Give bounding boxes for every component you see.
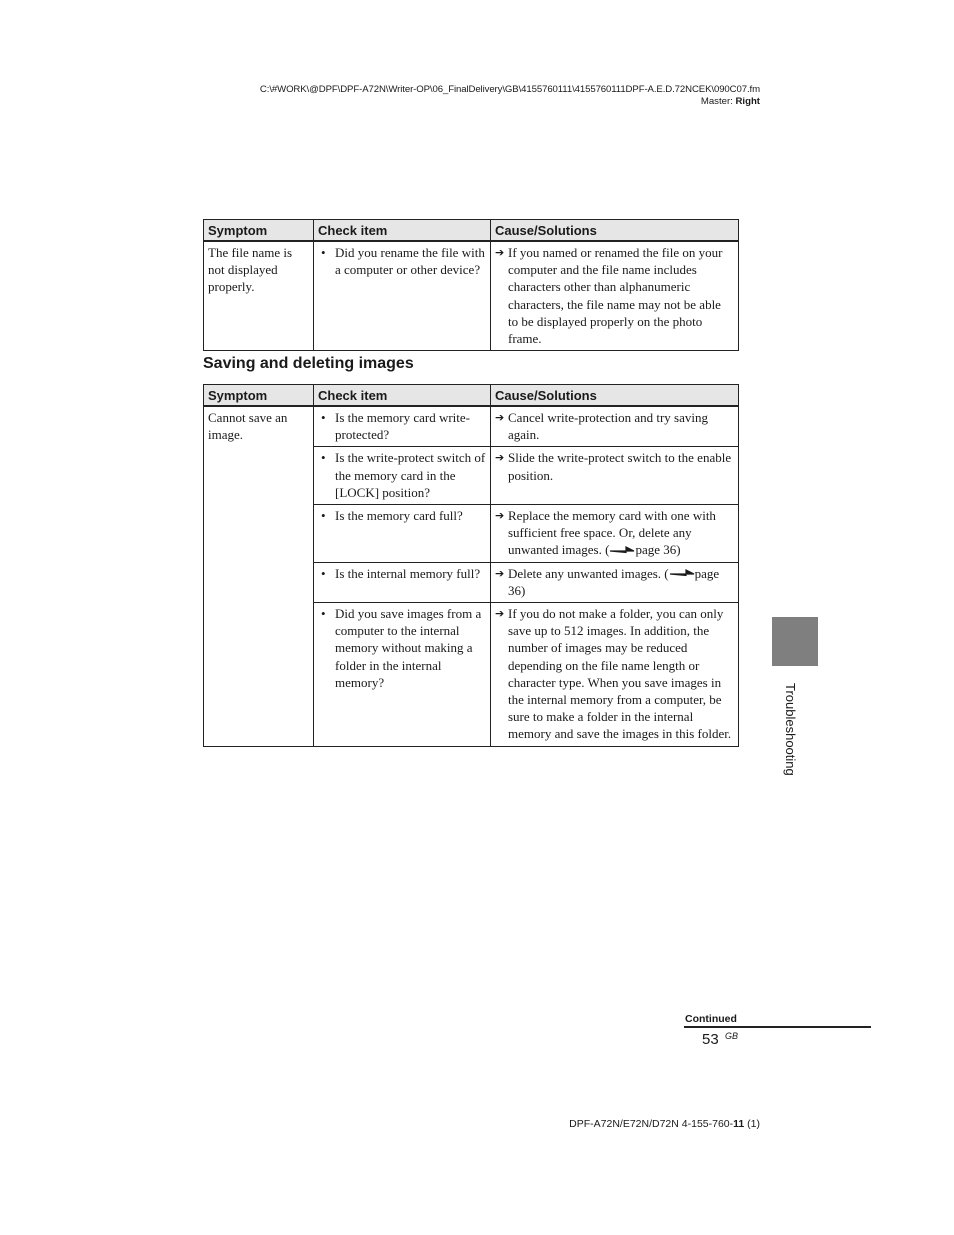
check-item-cell [314,562,491,602]
solution-cell [491,603,739,747]
bullet-icon: • [321,565,326,581]
solution-text: If you do not make a folder, you can only save up to 512 images. In addition, the number of images may be reduced depending on the file name length or character type. When you save images in the internal memory from a computer, be sure to make a folder in the internal memory and save the images in this folder. [508,606,732,742]
troubleshooting-table-saving [203,384,739,747]
solution-text: Slide the write-protect switch to the enable position. [508,450,732,483]
check-item-cell [314,447,491,505]
table-header-row [204,220,739,242]
check-item-cell [314,603,491,747]
master-value: Right [735,96,760,107]
solution-cell [491,562,739,602]
symptom-cell: The file name is not displayed properly. [204,241,314,351]
arrow-right-icon: ➔ [495,509,505,523]
column-header-cause-solutions: Cause/Solutions [491,385,739,407]
solution-cell [491,241,739,351]
footer-model [569,1118,760,1130]
arrow-right-icon: ➔ [495,411,505,424]
solution-cell [491,447,739,505]
column-header-symptom: Symptom [204,385,314,407]
solution-cell [491,505,739,563]
bullet-icon: • [321,508,326,524]
page-language-suffix: GB [725,1031,739,1041]
check-item-text: Is the write-protect switch of the memory card in the [LOCK] position? [335,450,486,500]
footer-suffix: (1) [744,1118,760,1130]
page-reference-arrow-icon [609,545,635,554]
arrow-right-icon: ➔ [495,246,505,259]
solution-text: Replace the memory card with one with sufficient free space. Or, delete any unwanted images. ( [508,508,716,558]
check-item-text: Did you save images from a computer to the internal memory without making a folder in the internal memory? [335,606,482,690]
continued-rule [684,1026,871,1028]
bullet-icon: • [321,606,326,622]
column-header-symptom: Symptom [204,220,314,242]
bullet-icon: • [321,450,326,466]
header-file-path: C:\#WORK\@DPF\DPF-A72N\Writer-OP\06_FinalDelivery\GB\4155760111\4155760111DPF-A.E.D.72NCEK\090C07.fm [259,84,760,95]
check-item-cell [314,241,491,351]
solution-text: Delete any unwanted images. ( [508,565,669,581]
column-header-check-item: Check item [314,220,491,242]
column-header-check-item: Check item [314,385,491,407]
solution-text: Cancel write-protection and try saving again. [508,410,708,443]
check-item-cell [314,505,491,563]
table-header-row [204,385,739,407]
troubleshooting-table-filename [203,219,739,351]
page-reference-arrow-icon [669,568,695,577]
page-reference-link[interactable]: page 36) [508,565,720,598]
arrow-right-icon: ➔ [495,607,505,621]
table-row [204,241,739,351]
check-item-text: Is the memory card write-protected? [335,410,471,443]
check-item-text: Is the memory card full? [335,508,463,524]
solution-text: If you named or renamed the file on your computer and the file name includes characters other than alphanumeric characters, the file name may not be able to be displayed properly on the photo frame. [508,245,723,347]
check-item-text: Is the internal memory full? [335,565,481,581]
page-reference-link[interactable]: page 36) [635,542,681,558]
continued-label: Continued [685,1013,737,1025]
footer-model-text: DPF-A72N/E72N/D72N 4-155-760- [569,1118,734,1130]
section-title: Saving and deleting images [203,355,414,372]
check-item-text: Did you rename the file with a computer or other device? [335,245,485,278]
master-label: Master: [700,96,736,107]
header-master [701,96,760,107]
bullet-icon: • [321,410,326,425]
section-tab-marker [772,617,818,666]
solution-cell [491,406,739,447]
bullet-icon: • [321,245,326,260]
check-item-cell [314,406,491,447]
arrow-right-icon: ➔ [495,451,505,465]
footer-revision: 11 [733,1118,745,1130]
symptom-cell: Cannot save an image. [204,406,314,746]
section-tab-label: Troubleshooting [783,683,798,776]
column-header-cause-solutions: Cause/Solutions [491,220,739,242]
page-number: 53 [702,1031,719,1048]
arrow-right-icon: ➔ [495,566,505,580]
table-row [204,406,739,447]
